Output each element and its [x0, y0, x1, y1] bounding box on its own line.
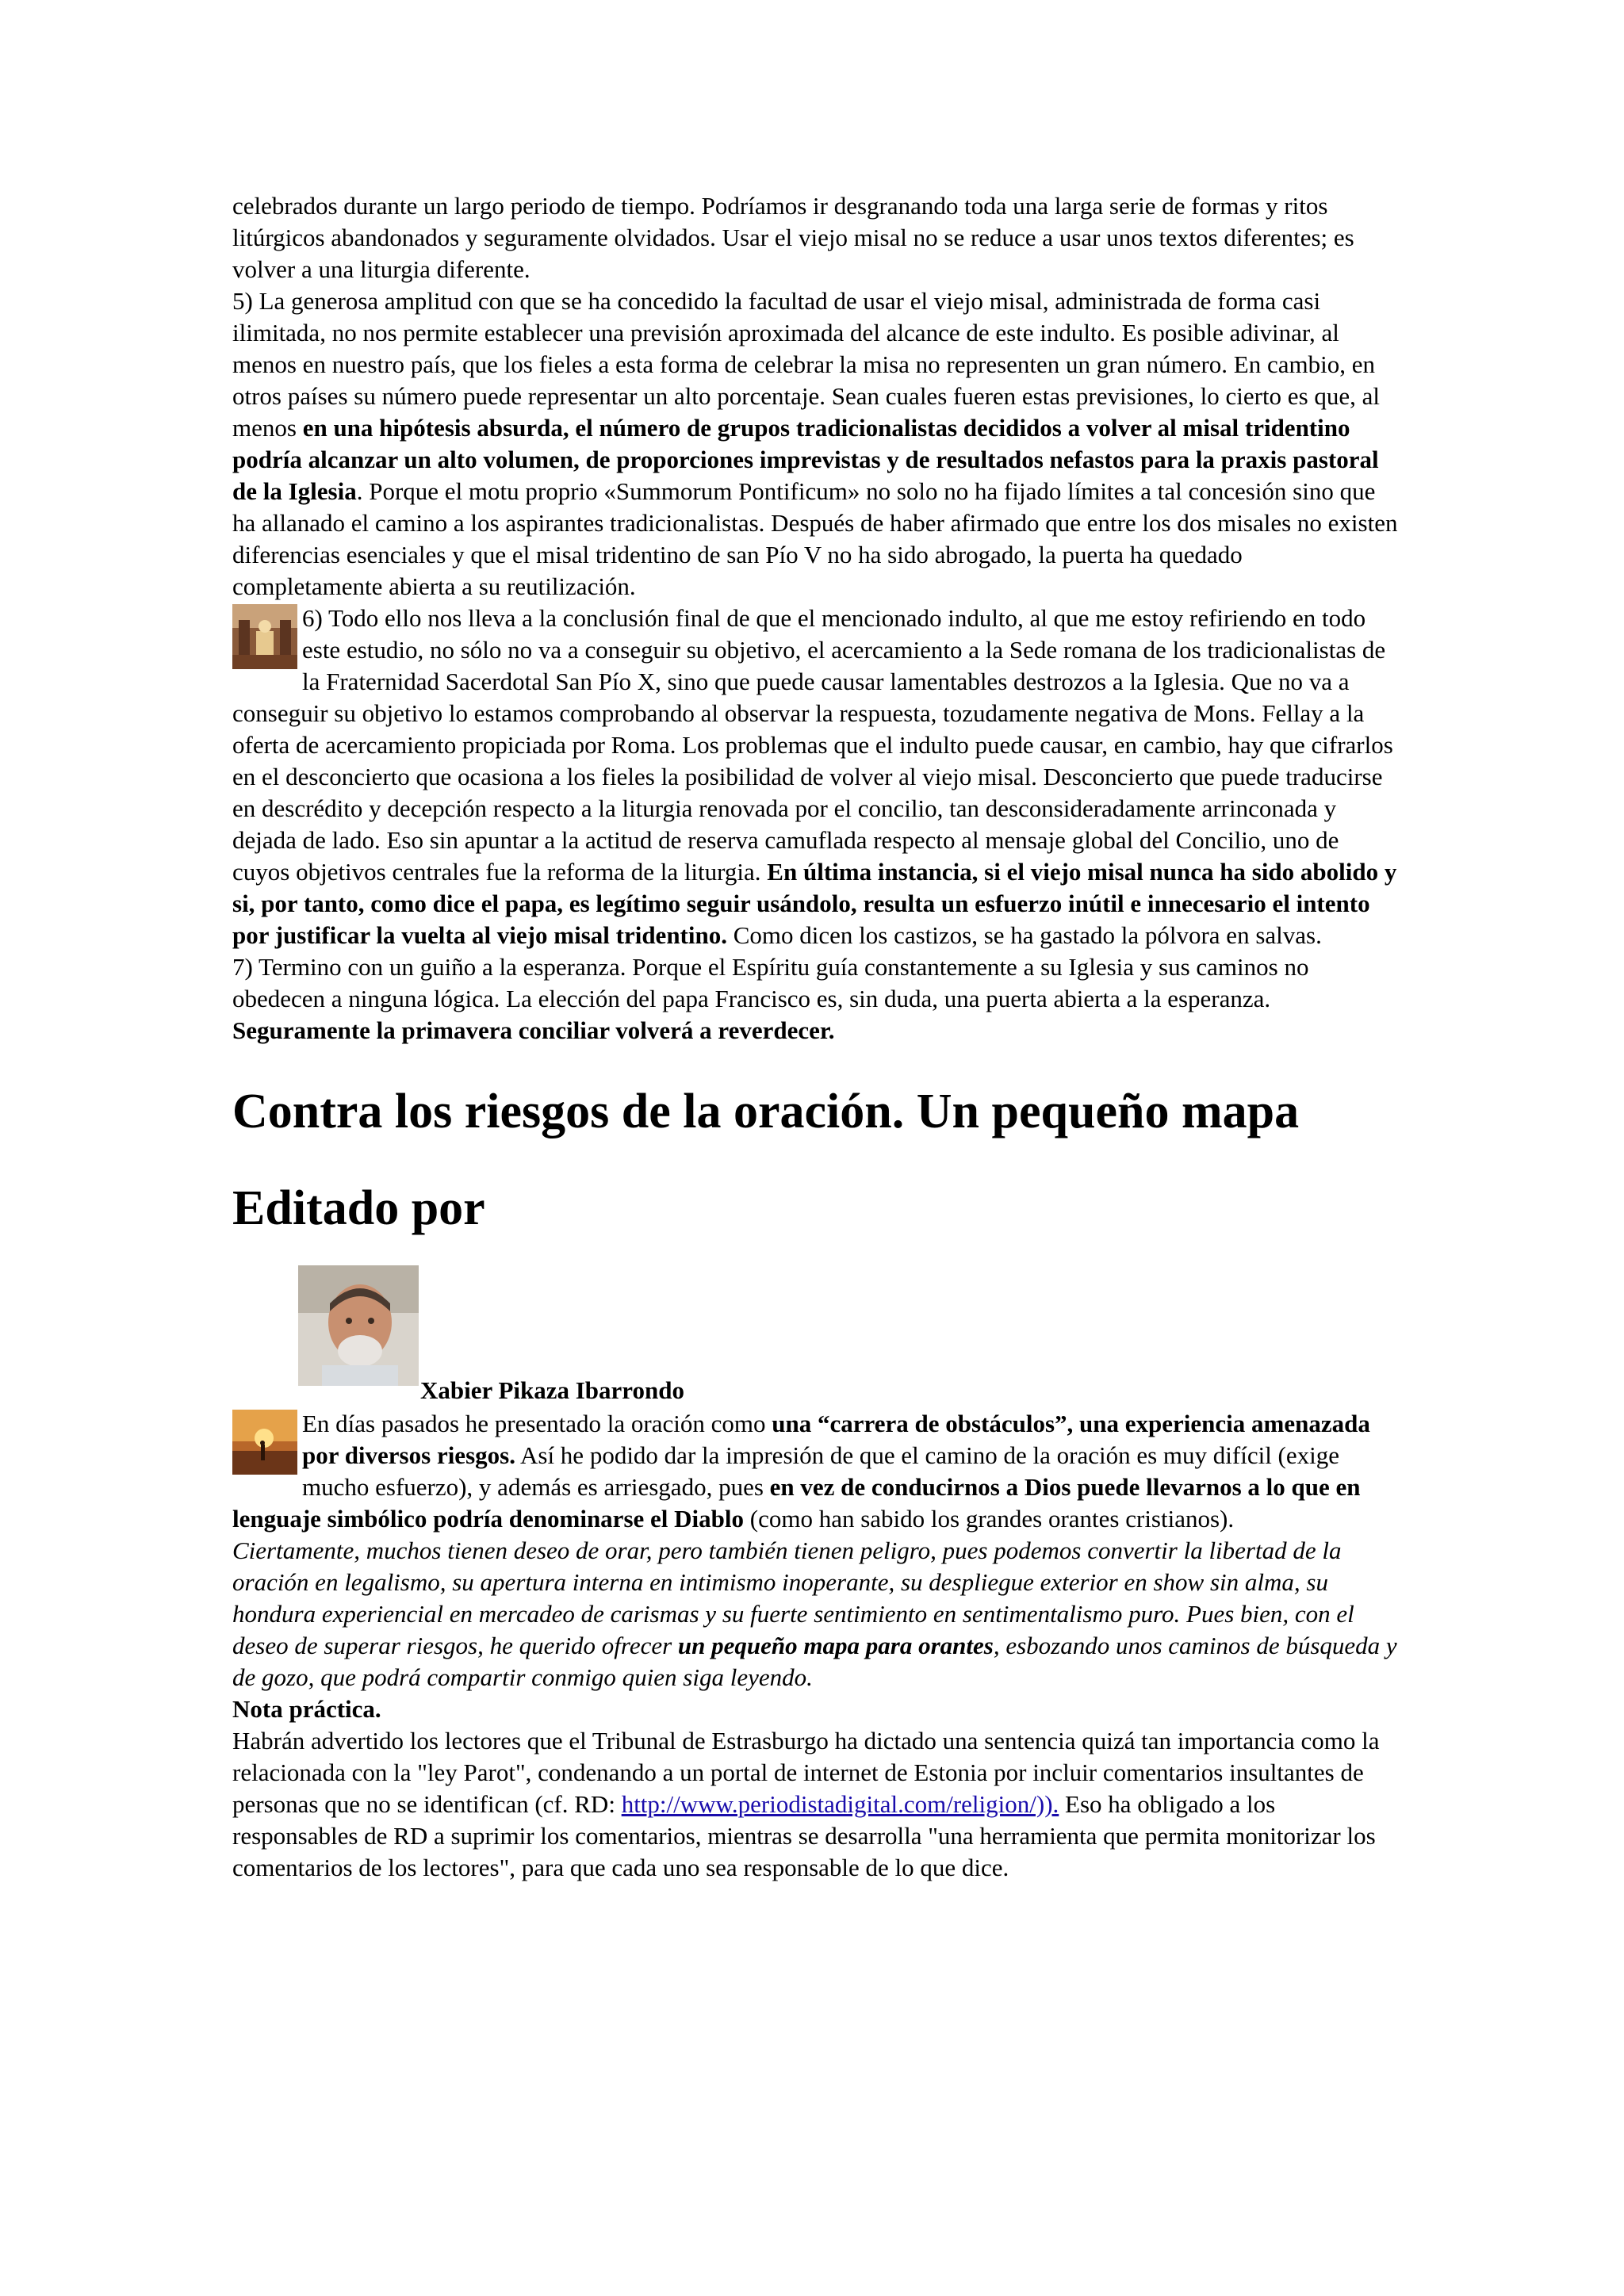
- italic-paragraph: Ciertamente, muchos tienen deseo de orar, pero también tienen peligro, pues podemos convertir la libertad de la oración en legalismo, su apertura interna en intimismo inoperante, su despliegue exterior en show sin alma, su hondura experiencial en mercadeo de carismas y su fuerte sentimiento en sentimentalismo puro. Pues bien, con el deseo de superar riesgos, he querido ofrecer un pequeño mapa para orantes, esbozando unos caminos de búsqueda y de gozo, que podrá compartir conmigo quien siga leyendo.: [232, 1536, 1397, 1691]
- document-page: [232, 190, 1398, 1884]
- intro-emphasis-1: una “carrera de obstáculos”, una experiencia amenazada por diversos riesgos.: [302, 1410, 1370, 1469]
- paragraph-5-emphasis: en una hipótesis absurda, el número de grupos tradicionalistas decididos a volver al misal tridentino podría alcanzar un alto volumen, de proporciones imprevistas y de resultados nefastos para la praxis pastoral de la Iglesia: [232, 414, 1379, 505]
- paragraph-6: 6) Todo ello nos lleva a la conclusión final de que el mencionado indulto, al que me estoy refiriendo en todo este estudio, no sólo no va a conseguir su objetivo, el acercamiento a la Sede romana de los tradicionalistas de la Fraternidad Sacerdotal San Pío X, sino que puede causar lamentables destrozos a la Iglesia. Que no va a conseguir su objetivo lo estamos comprobando al observar la respuesta, tozudamente negativa de Mons. Fellay a la oferta de acercamiento propiciada por Roma. Los problemas que el indulto puede causar, en cambio, hay que cifrarlos en el desconcierto que ocasiona a los fieles la posibilidad de volver al viejo misal. Desconcierto que puede traducirse en descrédito y decepción respecto a la liturgia renovada por el concilio, tan desconsideradamente arrinconada y dejada de lado. Eso sin apuntar a la actitud de reserva camuflada respecto al mensaje global del Concilio, uno de cuyos objetivos centrales fue la reforma de la liturgia. En última instancia, si el viejo misal nunca ha sido abolido y si, por tanto, como dice el papa, es legítimo seguir usándolo, resulta un esfuerzo inútil e innecesario el intento por justificar la vuelta al viejo misal tridentino. Como dicen los castizos, se ha gastado la pólvora en salvas.: [232, 604, 1397, 949]
- sunset-figure-thumbnail: [232, 1410, 297, 1475]
- author-avatar: [298, 1265, 419, 1386]
- intro-paragraph: En días pasados he presentado la oración como una “carrera de obstáculos”, una experiencia amenazada por diversos riesgos. Así he podido dar la impresión de que el camino de la oración es muy difícil (exige mucho esfuerzo), y además es arriesgado, pues en vez de conducirnos a Dios puede llevarnos a lo que en lenguaje simbólico podría denominarse el Diablo (como han sabido los grandes orantes cristianos).: [232, 1410, 1370, 1533]
- paragraph-opening: celebrados durante un largo periodo de tiempo. Podríamos ir desgranando toda una larga serie de formas y ritos litúrgicos abandonados y seguramente olvidados. Usar el viejo misal no se reduce a usar unos textos diferentes; es volver a una liturgia diferente.: [232, 192, 1354, 283]
- church-interior-thumbnail: [232, 604, 297, 669]
- article-title: Contra los riesgos de la oración. Un pequeño mapa: [232, 1085, 1300, 1138]
- note-paragraph: Habrán advertido los lectores que el Tribunal de Estrasburgo ha dictado una sentencia quizá tan importancia como la relacionada con la "ley Parot", condenando a un portal de internet de Estonia por incluir comentarios insultantes de personas que no se identifican (cf. RD: http://www.periodistadigital.com/religion/)). Eso ha obligado a los responsables de RD a suprimir los comentarios, mientras se desarrolla "una herramienta que permita monitorizar los comentarios de los lectores", para que cada uno sea responsable de lo que dice.: [232, 1727, 1380, 1881]
- paragraph-7-emphasis: Seguramente la primavera conciliar volverá a reverdecer.: [232, 1016, 835, 1044]
- author-name: Xabier Pikaza Ibarrondo: [420, 1376, 684, 1404]
- edited-by-heading: Editado por: [232, 1181, 485, 1235]
- paragraph-7: 7) Termino con un guiño a la esperanza. Porque el Espíritu guía constantemente a su Iglesia y sus caminos no obedecen a ninguna lógica. La elección del papa Francisco es, sin duda, una puerta abierta a la esperanza. Seguramente la primavera conciliar volverá a reverdecer.: [232, 953, 1309, 1044]
- author-block: [232, 1265, 1398, 1408]
- paragraph-6-emphasis: En última instancia, si el viejo misal nunca ha sido abolido y si, por tanto, como dice el papa, es legítimo seguir usándolo, resulta un esfuerzo inútil e innecesario el intento por justificar la vuelta al viejo misal tridentino.: [232, 858, 1397, 949]
- note-title: Nota práctica.: [232, 1695, 381, 1723]
- intro-emphasis-2: en vez de conducirnos a Dios puede llevarnos a lo que en lenguaje simbólico podría denominarse el Diablo: [232, 1473, 1361, 1533]
- paragraph-5: 5) La generosa amplitud con que se ha concedido la facultad de usar el viejo misal, administrada de forma casi ilimitada, no nos permite establecer una previsión aproximada del alcance de este indulto. Es posible adivinar, al menos en nuestro país, que los fieles a esta forma de celebrar la misa no representen un gran número. En cambio, en otros países su número puede representar un alto porcentaje. Sean cuales fueren estas previsiones, lo cierto es que, al menos en una hipótesis absurda, el número de grupos tradicionalistas decididos a volver al misal tridentino podría alcanzar un alto volumen, de proporciones imprevistas y de resultados nefastos para la praxis pastoral de la Iglesia. Porque el motu proprio «Summorum Pontificum» no solo no ha fijado límites a tal concesión sino que ha allanado el camino a los aspirantes tradicionalistas. Después de haber afirmado que entre los dos misales no existen diferencias esenciales y que el misal tridentino de san Pío V no ha sido abrogado, la puerta ha quedado completamente abierta a su reutilización.: [232, 287, 1398, 600]
- italic-emphasis: un pequeño mapa para orantes: [677, 1632, 994, 1659]
- periodistadigital-link[interactable]: http://www.periodistadigital.com/religion/)).: [621, 1790, 1059, 1818]
